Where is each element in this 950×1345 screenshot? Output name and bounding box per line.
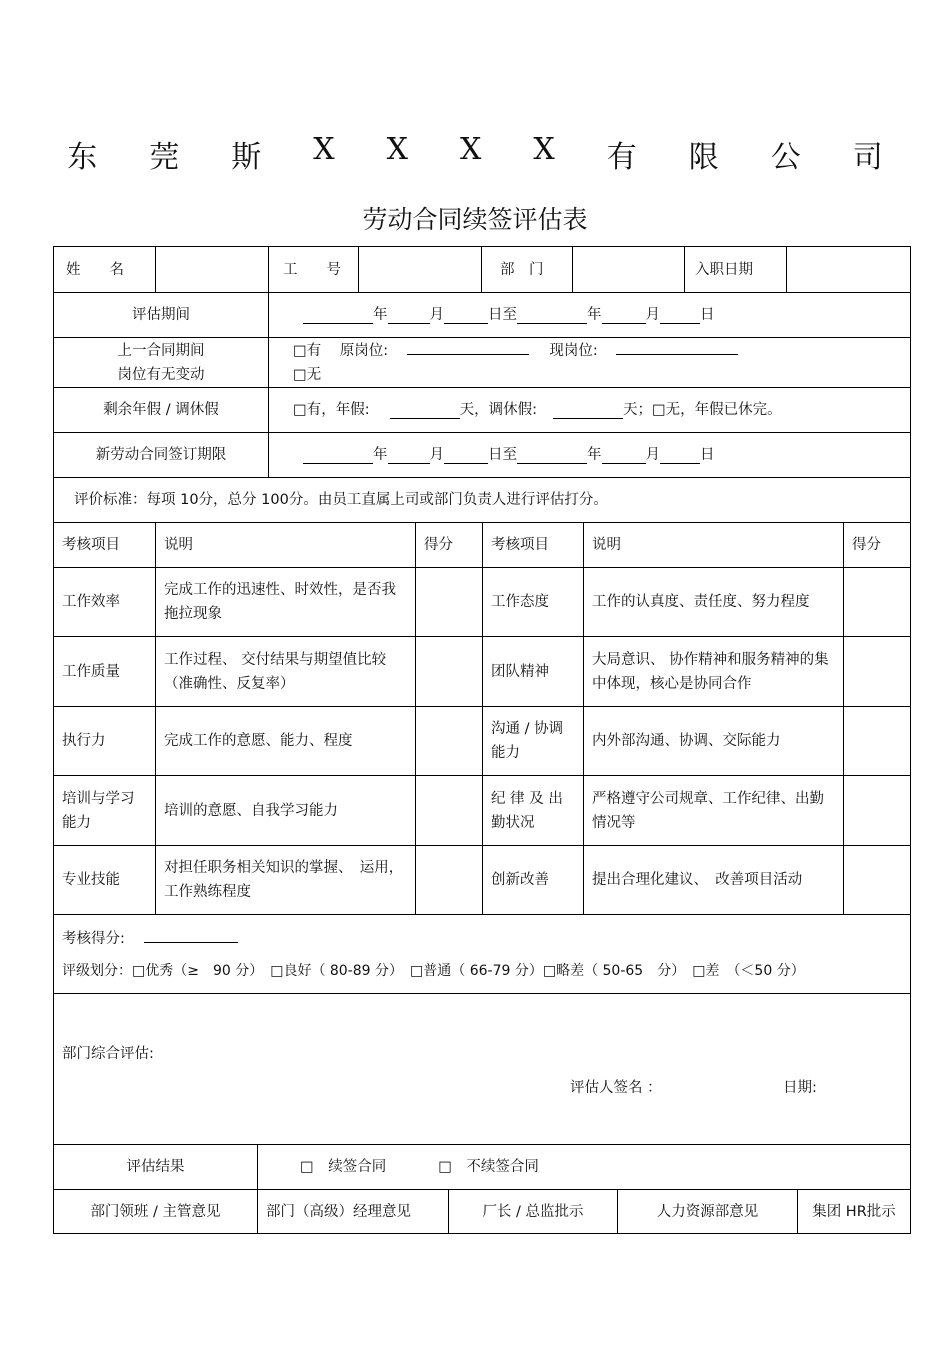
eval-item-right: 沟通 / 协调能力 [483,707,584,775]
position-changed-checkbox[interactable]: □有 [293,343,322,359]
eval-score-right[interactable] [844,846,910,914]
eval-item-left: 专业技能 [54,846,156,914]
evaluation-period-row [54,293,910,338]
result-label: 评估结果 [54,1145,258,1189]
eval-desc-right: 工作的认真度、责任度、努力程度 [584,568,844,636]
eval-score-left[interactable] [416,846,483,914]
evaluation-criteria: 评价标准：每项 10分，总分 100分。由员工直属上司或部门负责人进行评估打分。 [74,492,608,508]
eval-table-row [54,776,910,846]
eval-score-left[interactable] [416,637,483,706]
evaluation-period-field[interactable] [269,293,910,337]
eval-table-row [54,707,910,776]
header-score-left: 得分 [416,523,483,567]
year-text: 年 [373,447,388,463]
company-name-char: 司 [852,140,883,175]
leave-day-text-2: 天； [622,402,652,418]
position-change-field [269,338,910,387]
eval-score-right[interactable] [844,707,910,775]
month-text: 月 [645,307,660,323]
eval-score-left[interactable] [416,568,483,636]
current-position-input[interactable] [616,338,738,355]
leave-day-text: 天，调休假: [459,402,537,418]
eval-desc-left: 完成工作的意愿、能力、程度 [156,707,416,775]
company-name-char: X [460,132,482,167]
eval-item-right: 工作态度 [483,568,584,636]
department-field[interactable] [573,247,685,292]
score-row [54,915,910,994]
evaluation-period-label: 评估期间 [54,293,269,337]
eval-score-left[interactable] [416,776,483,845]
evaluator-signature-label: 评估人签名 ： [570,1080,662,1096]
total-score-label: 考核得分: [62,930,125,947]
eval-score-left[interactable] [416,707,483,775]
header-score-right: 得分 [852,537,881,553]
renew-contract-checkbox[interactable]: □ 续签合同 [300,1159,387,1175]
name-label: 姓 名 [54,247,156,292]
evaluation-form [53,246,911,1234]
company-name-char: X [313,132,335,167]
leave-yes-checkbox[interactable]: □有，年假: [293,402,370,418]
compensatory-leave-input[interactable] [553,402,623,419]
current-position-label: 现岗位: [549,343,598,359]
eval-table-header [54,523,910,568]
new-contract-term-label: 新劳动合同签订期限 [54,433,269,477]
company-name-char: 限 [688,140,719,175]
remaining-leave-row [54,388,910,433]
result-row [54,1145,910,1190]
hire-date-field[interactable] [787,247,910,292]
eval-desc-right: 严格遵守公司规章、工作纪律、出勤情况等 [584,776,844,845]
company-name-char: X [386,132,408,167]
result-options [258,1145,910,1189]
position-unchanged-checkbox[interactable]: □无 [293,367,322,383]
department-evaluation-row [54,994,910,1145]
remaining-leave-label: 剩余年假 / 调休假 [54,388,269,432]
eval-item-left: 执行力 [54,707,156,775]
evaluation-date-label: 日期: [783,1080,817,1096]
original-position-input[interactable] [407,338,529,355]
no-renew-contract-checkbox[interactable]: □ 不续签合同 [438,1159,539,1175]
header-item-left: 考核项目 [54,523,156,567]
leave-none-checkbox[interactable]: □无，年假已休完。 [651,402,782,418]
eval-score-right[interactable] [844,637,910,706]
month-text: 月 [645,447,660,463]
company-name-char: 东 [67,140,98,175]
basic-info-row [54,247,910,293]
director-approval-box[interactable]: 厂长 / 总监批示 [449,1190,618,1233]
form-title: 劳动合同续签评估表 [362,205,588,234]
eval-table-row [54,637,910,707]
month-text: 月 [429,307,444,323]
annual-leave-input[interactable] [390,402,460,419]
eval-item-left: 培训与学习能力 [54,776,156,845]
name-field[interactable] [156,247,269,292]
score-section [54,915,910,993]
employee-id-label: 工 号 [269,247,359,292]
position-change-row [54,338,910,388]
hr-opinion-box[interactable]: 人力资源部意见 [618,1190,798,1233]
eval-score-right[interactable] [844,776,910,845]
new-contract-term-field[interactable] [269,433,910,477]
month-text: 月 [429,447,444,463]
original-position-label: 原岗位: [339,343,389,359]
hire-date-label: 入职日期 [685,247,787,292]
eval-item-right: 纪 律 及 出勤状况 [483,776,584,845]
position-change-label-line1: 上一合同期间 [117,342,205,359]
eval-desc-left: 对担任职务相关知识的掌握、 运用，工作熟练程度 [156,846,416,914]
day-to-text: 日至 [488,447,517,463]
year-text: 年 [587,447,602,463]
year-text: 年 [373,307,388,323]
header-desc-left: 说明 [156,523,416,567]
eval-table-row [54,568,910,637]
company-name-char: 莞 [149,140,180,175]
day-to-text: 日至 [488,307,517,323]
eval-desc-right: 内外部沟通、协调、交际能力 [584,707,844,775]
day-text: 日 [700,447,715,463]
eval-desc-left: 工作过程、 交付结果与期望值比较（准确性、反复率） [156,637,416,706]
department-evaluation-section[interactable] [54,994,910,1144]
header-item-right: 考核项目 [483,523,584,567]
criteria-row [54,478,910,523]
day-text: 日 [700,307,715,323]
company-name-char: 公 [770,140,801,175]
manager-opinion-box[interactable]: 部门（高级）经理意见 [258,1190,449,1233]
eval-desc-left: 完成工作的迅速性、时效性，是否我拖拉现象 [156,568,416,636]
grade-scale[interactable]: 评级划分：□优秀（≥ 90 分） □良好（ 80-89 分） □普通（ 66-79 分）□略差（ 50-65 分） □差 （＜50 分） [62,962,805,979]
group-hr-approval-box[interactable]: 集团 HR批示 [812,1203,896,1220]
position-change-label-line2: 岗位有无变动 [117,366,205,383]
eval-desc-right: 提出合理化建议、 改善项目活动 [584,846,844,914]
eval-table-row [54,846,910,915]
eval-desc-right: 大局意识、 协作精神和服务精神的集中体现，核心是协同合作 [584,637,844,706]
header-desc-right: 说明 [584,523,844,567]
remaining-leave-field [269,388,910,432]
department-label: 部 门 [482,247,573,292]
supervisor-opinion-box[interactable]: 部门领班 / 主管意见 [54,1190,258,1233]
eval-item-left: 工作质量 [54,637,156,706]
department-evaluation-label: 部门综合评估: [62,1046,154,1062]
eval-desc-left: 培训的意愿、自我学习能力 [156,776,416,845]
eval-score-right[interactable] [844,568,910,636]
approvals-row [54,1190,910,1233]
company-name-char: 斯 [231,140,262,175]
position-change-label [54,338,269,387]
eval-item-left: 工作效率 [54,568,156,636]
total-score-input[interactable] [144,926,238,943]
company-name [0,132,950,176]
new-contract-term-row [54,433,910,478]
employee-id-field[interactable] [359,247,482,292]
year-text: 年 [587,307,602,323]
eval-item-right: 团队精神 [483,637,584,706]
company-name-char: 有 [606,140,637,175]
eval-item-right: 创新改善 [483,846,584,914]
company-name-char: X [533,132,555,167]
